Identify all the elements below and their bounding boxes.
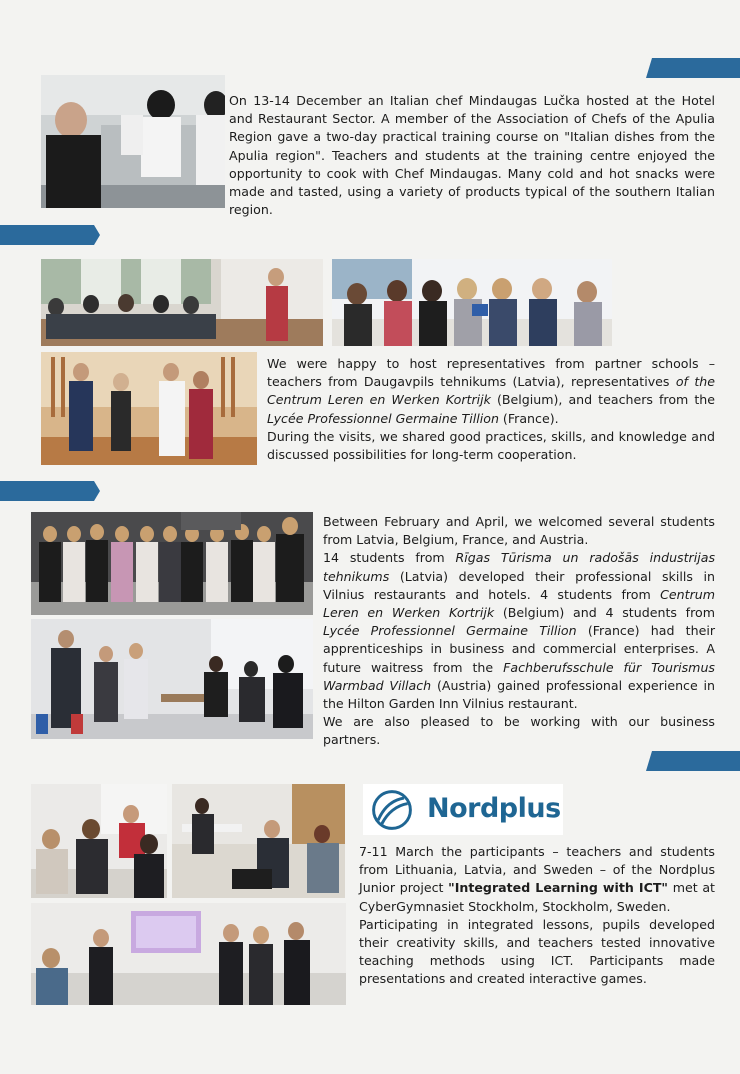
photo-meeting-room: [41, 259, 323, 346]
photo-presentation: [31, 903, 346, 1005]
section2-text: [267, 355, 715, 464]
section4-p1-a: 7-11 March the participants – teachers and students from Lithuania, Latvia, and Sweden – of the Nordplus Junior project: [359, 844, 715, 896]
section2-p1-e: (France).: [498, 410, 559, 426]
section3-p2-e: (Belgium) and 4 students from: [494, 605, 715, 621]
section3-p2-g: (France) had their apprenticeships in business and commercial enterprises. A future waitress from the: [323, 623, 716, 675]
section3-p2-i: (Austria) gained professional experience in the Hilton Garden Inn Vilnius restaurant.: [323, 677, 715, 712]
section3-p2-d: Centrum Leren en Werken Kortrijk: [323, 586, 715, 621]
nordplus-wordmark: Nordplus: [427, 793, 561, 824]
section1-paragraph: On 13-14 December an Italian chef Mindaugas Lučka hosted at the Hotel and Restaurant Sector. A member of the Association of Chefs of the Apulia Region gave a two-day practical training course on "Italian dishes from the Apulia region". Teachers and students at the training centre enjoyed the opportunity to cook with Chef Mindaugas. Many cold and hot snacks were made and tasted, using a variety of products typical of the southern Italian region.: [229, 93, 715, 218]
photo-partners-table: [332, 259, 612, 346]
photo-student-group: [31, 512, 313, 615]
section3-p2-f: Lycée Professionnel Germaine Tillion: [323, 623, 577, 639]
nordplus-emblem-icon: [369, 787, 415, 833]
section2-p1-c: (Belgium), and teachers from the: [490, 392, 715, 408]
section3-paragraph-2: [323, 549, 715, 713]
section3-p2-b: Rīgas Tūrisma un radošās industrijas tehnikums: [323, 550, 715, 584]
section3-paragraph-3: We are also pleased to be working with our business partners.: [323, 714, 715, 748]
section2-p1-b: of the Centrum Leren en Werken Kortrijk: [267, 374, 715, 408]
section4-paragraph-2: Participating in integrated lessons, pupils developed their creativity skills, and teachers tested innovative teaching methods using ICT. Participants made presentations and created interactive games.: [359, 916, 715, 987]
section3-p2-c: (Latvia) developed their professional skills in Vilnius restaurants and hotels. 4 students from: [323, 568, 715, 602]
section1-text: [229, 92, 715, 219]
section2-paragraph-1: [267, 355, 715, 428]
section-tab-1: [646, 58, 740, 78]
section3-p2-a: 14 students from: [323, 550, 456, 566]
photo-business-partners: [31, 619, 313, 739]
section2-paragraph-2: During the visits, we shared good practices, skills, and knowledge and discussed possibilities for long-term cooperation.: [267, 428, 715, 463]
section4-text: [359, 843, 715, 989]
section3-text: [323, 513, 715, 750]
photo-classroom-1: [31, 784, 167, 898]
section2-p1-d: Lycée Professionnel Germaine Tillion: [267, 410, 499, 426]
photo-chefs-kitchen: [41, 75, 225, 208]
section-tab-3: [0, 481, 100, 501]
section4-p1-c: met at CyberGymnasiet Stockholm, Stockholm, Sweden.: [359, 880, 715, 914]
section2-p1-a: We were happy to host representatives from partner schools – teachers from Daugavpils tehnikums (Latvia), representatives: [267, 356, 715, 390]
section4-project-title: "Integrated Learning with ICT": [448, 880, 668, 896]
section4-paragraph-1: [359, 843, 715, 916]
photo-gym-visit: [41, 352, 257, 465]
section-tab-4: [646, 751, 740, 771]
section-tab-2: [0, 225, 100, 245]
section3-p2-h: Fachberufsschule für Tourismus Warmbad Villach: [323, 659, 715, 693]
photo-classroom-2: [172, 784, 345, 898]
section3-paragraph-1: Between February and April, we welcomed several students from Latvia, Belgium, France, and Austria.: [323, 514, 715, 548]
nordplus-logo: [363, 784, 563, 835]
